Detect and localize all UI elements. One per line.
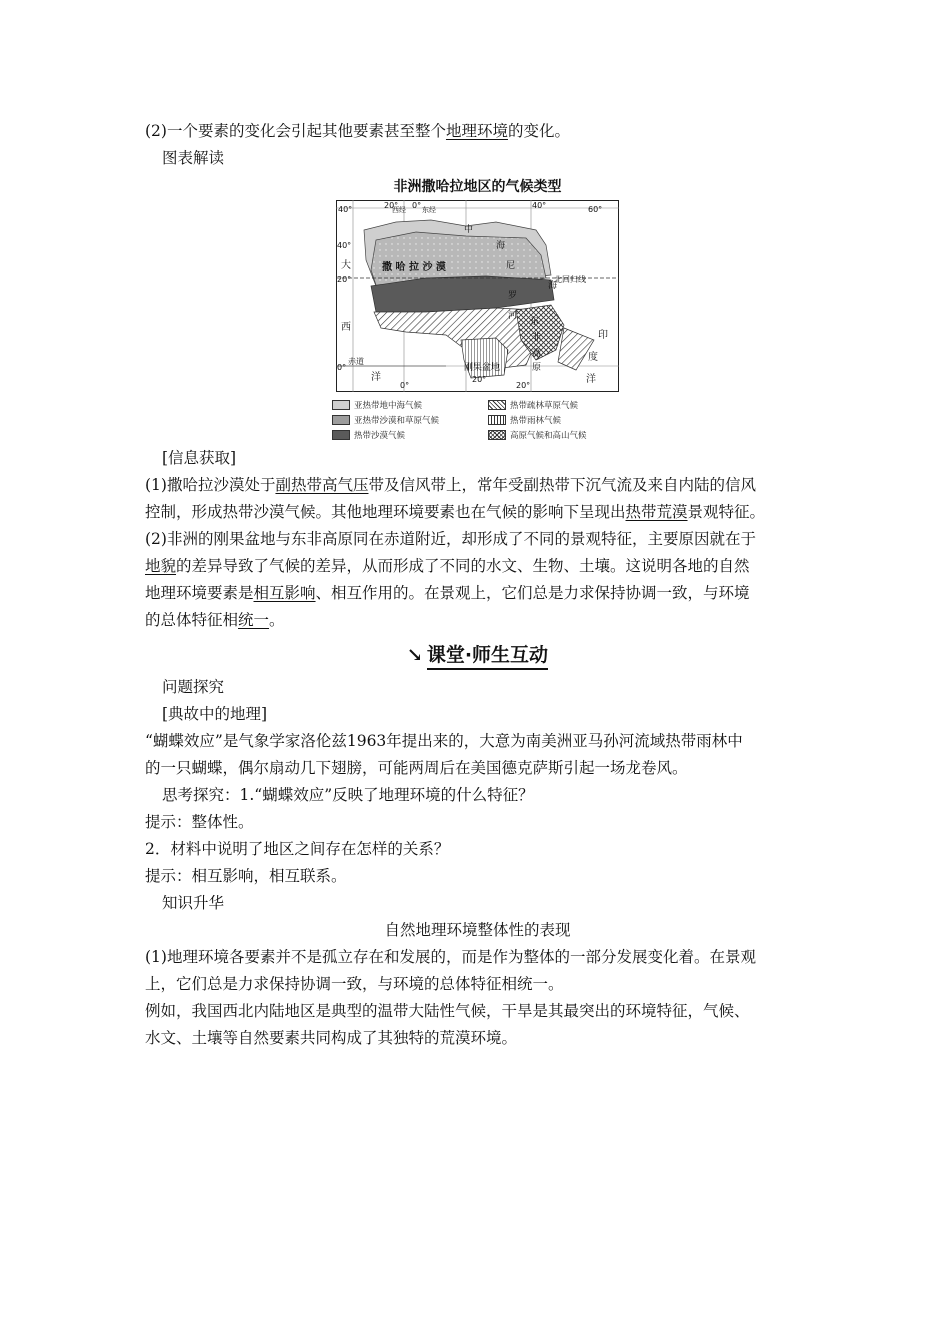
legend-item: 热带疏林草原气候 [488, 398, 623, 411]
label-tropic: 北回归线 [554, 275, 586, 284]
label-sahara: 撒 哈 拉 沙 漠 [382, 262, 446, 273]
legend-swatch [488, 415, 506, 425]
question-heading: 问题探究 [162, 678, 225, 696]
section-heading [145, 640, 810, 670]
figure-title: 非洲撒哈拉地区的气候类型 [393, 179, 562, 195]
label-fei: 非 [532, 333, 542, 343]
story-line-2: 的一只蝴蝶，偶尔扇动几下翅膀，可能两周后在美国德克萨斯引起一场龙卷风。 [145, 759, 688, 777]
label-east-lon: 东经 [422, 206, 436, 214]
label-yuan: 原 [532, 363, 542, 373]
label-lon-w20: 20° [384, 201, 399, 210]
label-da: 大 [341, 260, 351, 271]
label-gao: 高 [532, 349, 542, 359]
knowledge-2-line-1: 例如，我国西北内陆地区是典型的温带大陆性气候，干旱是其最突出的环境特征，气候、 [145, 1002, 750, 1020]
info-2-line-4: 的总体特征相统一。 [145, 611, 285, 629]
legend-swatch [332, 400, 350, 410]
knowledge-heading: 知识升华 [162, 894, 225, 912]
label-hai2: 海 [548, 281, 558, 291]
label-du: 度 [588, 352, 598, 363]
climate-map-figure [145, 178, 810, 441]
info-2-line-2: 地貌的差异导致了气候的差异，从而形成了不同的水文、生物、土壤。这说明各地的自然 [145, 557, 750, 575]
legend-swatch [332, 415, 350, 425]
label-dong: 东 [530, 317, 540, 327]
chart-heading: 图表解读 [162, 149, 225, 167]
map-legend [332, 398, 623, 441]
info-heading: [信息获取] [162, 449, 237, 467]
label-yang-e: 洋 [586, 374, 596, 385]
knowledge-title: 自然地理环境整体性的表现 [384, 921, 571, 939]
label-lon-20b: 20° [516, 381, 531, 390]
knowledge-1-line-1: (1)地理环境各要素并不是孤立存在和发展的，而是作为整体的一部分发展变化着。在景观 [145, 948, 756, 966]
legend-item: 热带雨林气候 [488, 413, 623, 426]
info-1-line-2: 控制，形成热带沙漠气候。其他地理环境要素也在气候的影响下呈现出热带荒漠景观特征。 [145, 503, 766, 521]
key-term: 相互影响 [253, 584, 316, 602]
legend-swatch [332, 430, 350, 440]
knowledge-1-line-2: 上，它们总是力求保持协调一致，与环境的总体特征相统一。 [145, 975, 564, 993]
label-yin: 印 [598, 330, 608, 341]
document-body [145, 118, 810, 1052]
knowledge-2-line-2: 水文、土壤等自然要素共同构成了其独特的荒漠环境。 [145, 1029, 518, 1047]
story-line-1: “蝴蝶效应”是气象学家洛伦兹1963年提出来的，大意为南美洲亚马孙河流域热带雨林中 [145, 732, 743, 750]
answer-2: 提示：相互影响，相互联系。 [145, 867, 347, 885]
key-term: 地貌 [145, 557, 177, 575]
label-lat-20n: 20° [337, 275, 352, 284]
label-zhong: 中 [464, 225, 474, 235]
label-lon-e40: 40° [532, 201, 547, 210]
label-xi: 西 [341, 322, 351, 333]
key-term: 地理环境 [445, 122, 508, 140]
paragraph-2: (2)一个要素的变化会引起其他要素甚至整个地理环境的变化。 [145, 122, 570, 140]
label-lat-20s: 20° [472, 375, 487, 384]
legend-item: 亚热带地中海气候 [332, 398, 482, 411]
label-he: 河 [508, 311, 518, 321]
label-yang-w: 洋 [371, 372, 381, 383]
legend-item: 亚热带沙漠和草原气候 [332, 413, 482, 426]
africa-climate-map [336, 200, 619, 392]
legend-item: 热带沙漠气候 [332, 428, 482, 441]
info-1-line-1: (1)撒哈拉沙漠处于副热带高气压带及信风带上，常年受副热带下沉气流及来自内陆的信风 [145, 476, 756, 494]
arrow-down-right-icon: ↘ [406, 644, 423, 666]
label-lat-40: 40° [337, 241, 352, 250]
story-heading: [典故中的地理] [162, 705, 268, 723]
answer-1: 提示：整体性。 [145, 813, 254, 831]
question-1: 思考探究：1.“蝴蝶效应”反映了地理环境的什么特征？ [162, 786, 534, 804]
label-ni: 尼 [506, 261, 516, 271]
label-congo: 刚果盆地 [464, 363, 501, 373]
label-west-lon: 西经 [392, 206, 406, 214]
label-equator: 赤道 [348, 357, 364, 366]
section-title: 课堂·师生互动 [427, 644, 548, 670]
key-term: 热带荒漠 [625, 503, 688, 521]
label-hai: 海 [496, 241, 506, 251]
info-2-line-3: 地理环境要素是相互影响、相互作用的。在景观上，它们总是力求保持协调一致，与环境 [145, 584, 750, 602]
label-luo: 罗 [508, 291, 518, 301]
info-2-line-1: (2)非洲的刚果盆地与东非高原同在赤道附近，却形成了不同的景观特征，主要原因就在于 [145, 530, 756, 548]
legend-swatch [488, 430, 506, 440]
legend-swatch [488, 400, 506, 410]
label-lat-0: 0° [337, 363, 347, 372]
label-lon-e60: 60° [588, 205, 603, 214]
key-term: 副热带高气压 [275, 476, 369, 494]
legend-item: 高原气候和高山气候 [488, 428, 623, 441]
label-lon-0: 0° [412, 201, 422, 210]
label-lon-0b: 0° [400, 381, 410, 390]
key-term: 统一 [238, 611, 270, 629]
label-lon-w40: 40° [338, 205, 353, 214]
question-2: 2．材料中说明了地区之间存在怎样的关系？ [145, 840, 450, 858]
